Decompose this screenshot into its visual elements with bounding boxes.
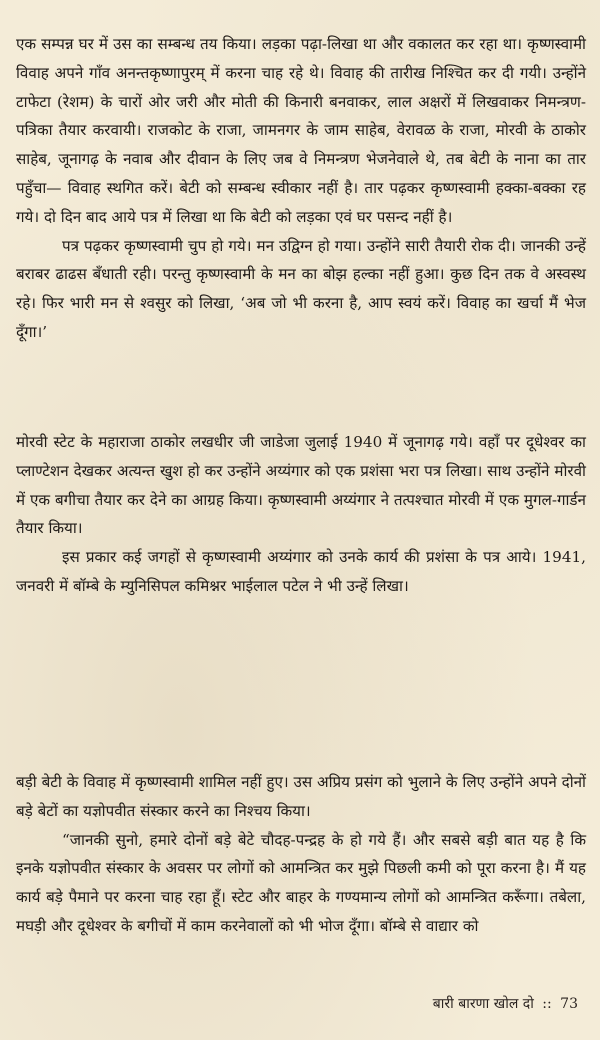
footer-separator: :: [542,996,552,1012]
page-number: 73 [560,996,578,1012]
paragraph-sacred-thread-decision: बड़ी बेटी के विवाह में कृष्णस्वामी शामिल नहीं हुए। उस अप्रिय प्रसंग को भुलाने के लिए उन्होंने अपने दोनों बड़े बेटों का यज्ञोपवीत संस्कार करने का निश्चय किया। [16,773,586,820]
page-footer [433,994,578,1013]
text-section-wedding [16,30,586,347]
paragraph-wedding-arrangement: एक सम्पन्न घर में उस का सम्बन्ध तय किया। लड़का पढ़ा-लिखा था और वकालत कर रहा था। कृष्णस्वामी विवाह अपने गाँव अनन्तकृष्णापुरम् में करना चाह रहे थे। विवाह की तारीख निश्चित कर दी गयी। उन्होंने टाफेटा (रेशम) के चारों ओर जरी और मोती की किनारी बनवाकर, लाल अक्षरों में लिखवाकर निमन्त्रण-पत्रिका तैयार करवायी। राजकोट के राजा, जामनगर के जाम साहेब, वेरावळ के राजा, मोरवी के ठाकोर साहेब, जूनागढ़ के नवाब और दीवान के लिए जब वे निमन्त्रण भेजनेवाले थे, तब बेटी के नाना का तार पहुँचा— विवाह स्थगित करें। बेटी को सम्बन्ध स्वीकार नहीं है। तार पढ़कर कृष्णस्वामी हक्का-बक्का रह गये। दो दिन बाद आये पत्र में लिखा था कि बेटी को लड़का एवं घर पसन्द नहीं है। [16,35,586,226]
text-section-morvi [16,428,586,601]
paragraph-wedding-cancelled: पत्र पढ़कर कृष्णस्वामी चुप हो गये। मन उद्विग्न हो गया। उन्होंने सारी तैयारी रोक दी। जानकी उन्हें बराबर ढाढस बँधाती रही। परन्तु कृष्णस्वामी के मन का बोझ हल्का नहीं हुआ। कुछ दिन तक वे अस्वस्थ रहे। फिर भारी मन से श्वसुर को लिखा, ‘अब जो भी करना है, आप स्वयं करें। विवाह का खर्चा मैं भेज दूँगा।’ [16,236,586,341]
paragraph-praise-letters: इस प्रकार कई जगहों से कृष्णस्वामी अय्यंगार को उनके कार्य की प्रशंसा के पत्र आये। 1941, जनवरी में बॉम्बे के म्युनिसिपल कमिश्नर भाईलाल पटेल ने भी उन्हें लिखा। [16,548,586,595]
book-title: बारी बारणा खोल दो [432,996,534,1012]
paragraph-dialogue-janaki: “जानकी सुनो, हमारे दोनों बड़े बेटे चौदह-पन्द्रह के हो गये हैं। और सबसे बड़ी बात यह है कि इनके यज्ञोपवीत संस्कार के अवसर पर लोगों को आमन्त्रित कर मुझे पिछली कमी को पूरा करना है। मैं यह कार्य बड़े पैमाने पर करना चाह रहा हूँ। स्टेट और बाहर के गण्यमान्य लोगों को आमन्त्रित करूँगा। तबेला, मघड़ी और दूधेश्वर के बगीचों में काम करनेवालों को भी भोज दूँगा। बॉम्बे से वाद्यार को [16,830,586,935]
paragraph-morvi-garden: मोरवी स्टेट के महाराजा ठाकोर लखधीर जी जाडेजा जुलाई 1940 में जूनागढ़ गये। वहाँ पर दूधेश्वर का प्लाण्टेशन देखकर अत्यन्त खुश हो कर उन्होंने अय्यंगार को एक प्रशंसा भरा पत्र लिखा। साथ उन्होंने मोरवी में एक बगीचा तैयार कर देने का आग्रह किया। कृष्णस्वामी अय्यंगार ने तत्पश्चात मोरवी में एक मुगल-गार्डन तैयार किया। [16,433,586,538]
text-section-ceremony [16,768,586,941]
